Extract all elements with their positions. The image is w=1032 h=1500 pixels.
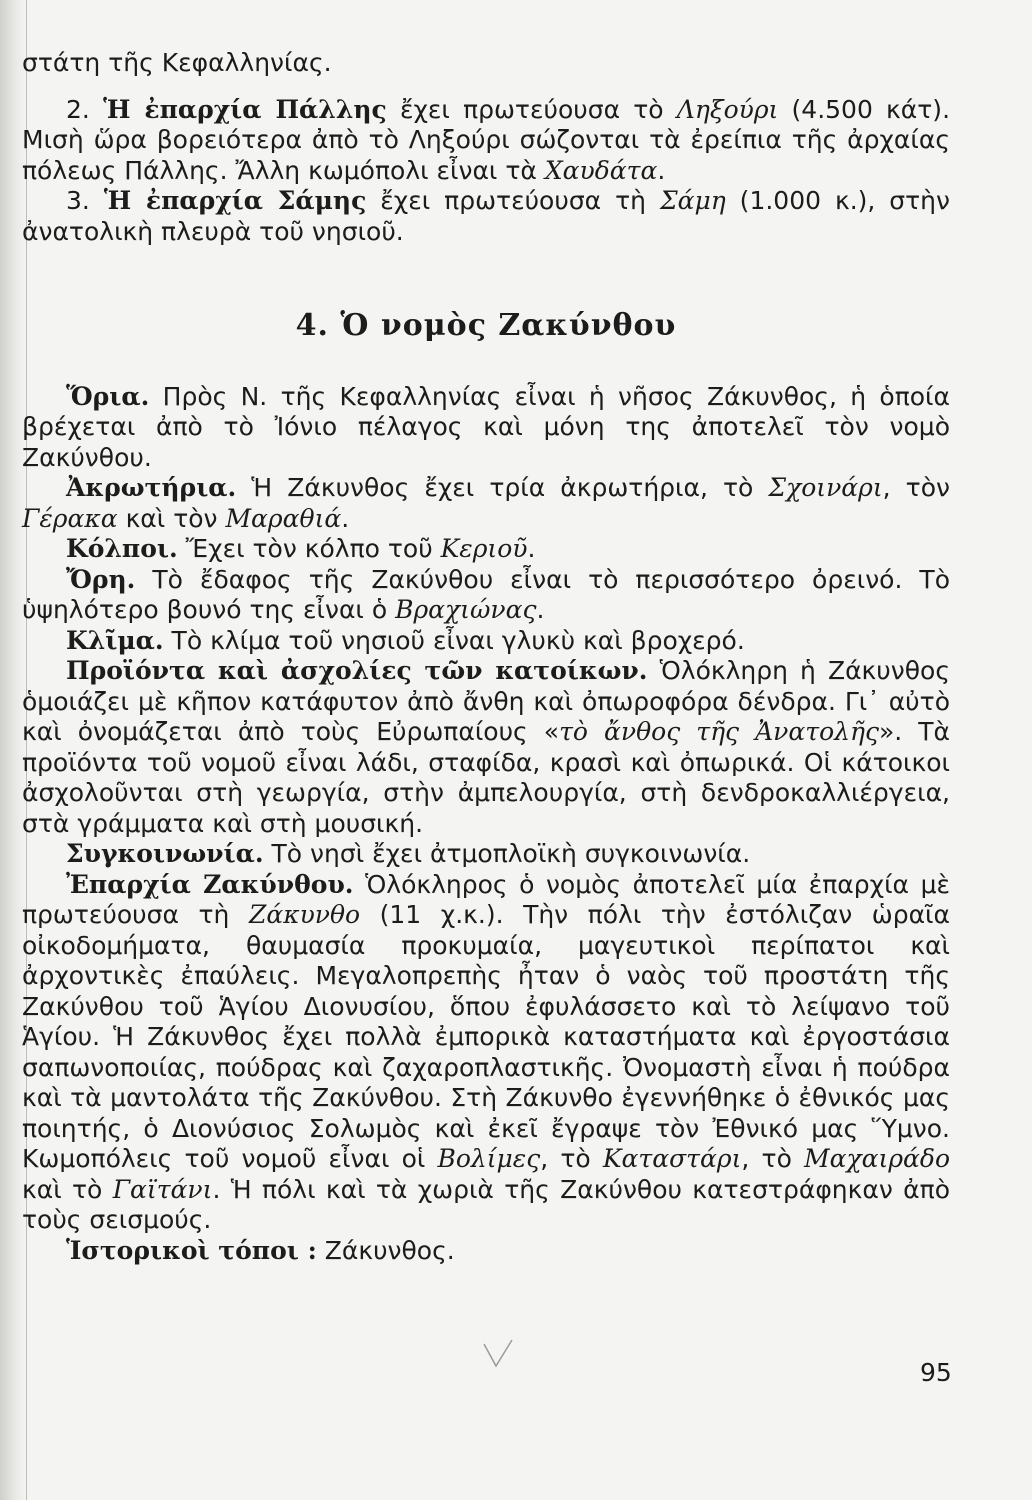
paragraph-ori: Ὄρη. Τὸ ἔδαφος τῆς Ζακύνθου εἶναι τὸ περισσότερο ὀρεινό. Τὸ ὑψηλότερο βουνό της εἶναι ὁ Βραχιώνας. (22, 564, 950, 624)
intro-line: στάτη τῆς Κεφαλληνίας. (22, 48, 332, 77)
section-heading: 4. Ὁ νομὸς Ζακύνθου (295, 308, 677, 343)
paragraph-oria: Ὅρια. Πρὸς Ν. τῆς Κεφαλληνίας εἶναι ἡ νῆσος Ζάκυνθος, ἡ ὁποία βρέχεται ἀπὸ τὸ Ἰόνιο πέλαγος καὶ μόνη της ἀποτελεῖ τὸν νομὸ Ζακύνθου. (22, 381, 950, 472)
paragraph-province-sami: 3. Ἡ ἐπαρχία Σάμης ἔχει πρωτεύουσα τὴ Σάμη (1.000 κ.), στὴν ἀνατολικὴ πλευρὰ τοῦ νησιοῦ. (22, 186, 950, 246)
paragraph-istorikoi: Ἱστορικοὶ τόποι : Ζάκυνθος. (66, 1235, 455, 1265)
page-text (22, 48, 950, 1266)
paragraph-akrotiria: Ἀκρωτήρια. Ἡ Ζάκυνθος ἔχει τρία ἀκρωτήρια, τὸ Σχοινάρι, τὸν Γέρακα καὶ τὸν Μαραθιά. (22, 473, 950, 533)
province-palli-label: Ἡ ἐπαρχία Πάλλης (103, 94, 387, 124)
paragraph-province-palli: 2. Ἡ ἐπαρχία Πάλλης ἔχει πρωτεύουσα τὸ Ληξούρι (4.500 κάτ). Μισὴ ὥρα βορειότερα ἀπὸ τὸ Ληξούρι σώζονται τὰ ἐρείπια τῆς ἀρχαίας πόλεως Πάλλης. Ἄλλη κωμόπολι εἶναι τὰ Χαυδάτα. (22, 94, 951, 185)
paragraph-klima: Κλῖμα. Τὸ κλίμα τοῦ νησιοῦ εἶναι γλυκὺ καὶ βροχερό. (66, 625, 745, 655)
paragraph-sygkoinonia: Συγκοινωνία. Τὸ νησὶ ἔχει ἀτμοπλοϊκὴ συγκοινωνία. (66, 839, 751, 868)
province-sami-label: Ἡ ἐπαρχία Σάμης (103, 186, 367, 215)
page-number: 95 (920, 1358, 952, 1387)
paragraph-eparchia: Ἐπαρχία Ζακύνθου. Ὁλόκληρος ὁ νομὸς ἀποτελεῖ μία ἐπαρχία μὲ πρωτεύουσα τὴ Ζάκυνθο (11 χ.κ.). Τὴν πόλι τὴν ἐστόλιζαν ὡραῖα οἰκοδομήματα, θαυμασία προκυμαία, μαγευτικοὶ περίπατοι καὶ ἀρχοντικὲς ἐπαύλεις. Μεγαλοπρεπὴς ἦταν ὁ ναὸς τοῦ προστάτη τῆς Ζακύνθου τοῦ Ἁγίου Διονυσίου, ὅπου ἐφυλάσσετο καὶ τὸ λείψανο τοῦ Ἁγίου. Ἡ Ζάκυνθος ἔχει πολλὰ ἐμπορικὰ καταστήματα καὶ ἐργοστάσια σαπωνοποιίας, πούδρας καὶ ζαχαροπλαστικῆς. Ὀνομαστὴ εἶναι ἡ πούδρα καὶ τὰ μαντολάτα τῆς Ζακύνθου. Στὴ Ζάκυνθο ἐγεννήθηκε ὁ ἐθνικός μας ποιητής, ὁ Διονύσιος Σολωμὸς καὶ ἐκεῖ ἔγραψε τὸν Ἐθνικό μας Ὕμνο. Κωμοπόλεις τοῦ νομοῦ εἶναι οἱ Βολίμες, τὸ Καταστάρι, τὸ Μαχαιράδο καὶ τὸ Γαϊτάνι. Ἡ πόλι καὶ τὰ χωριὰ τῆς Ζακύνθου κατεστράφηκαν ἀπὸ τοὺς σεισμούς. (22, 869, 951, 1234)
paragraph-proionta: Προϊόντα καὶ ἀσχολίες τῶν κατοίκων. Ὁλόκληρη ἡ Ζάκυνθος ὁμοιάζει μὲ κῆπον κατάφυτον ἀπὸ ἄνθη καὶ ὀπωροφόρα δένδρα. Γι᾽ αὐτὸ καὶ ὀνομάζεται ἀπὸ τοὺς Εὐρωπαίους «τὸ ἄνθος τῆς Ἀνατολῆς». Τὰ προϊόντα τοῦ νομοῦ εἶναι λάδι, σταφίδα, κρασὶ καὶ ὀπωρικά. Οἱ κάτοικοι ἀσχολοῦνται στὴ γεωργία, στὴν ἀμπελουργία, στὴ δενδροκαλλιέργεια, στὰ γράμματα καὶ στὴ μουσική. (22, 656, 950, 838)
pencil-check-mark-icon (480, 1336, 516, 1372)
paragraph-kolpoi: Κόλποι. Ἔχει τὸν κόλπο τοῦ Κεριοῦ. (66, 534, 536, 563)
